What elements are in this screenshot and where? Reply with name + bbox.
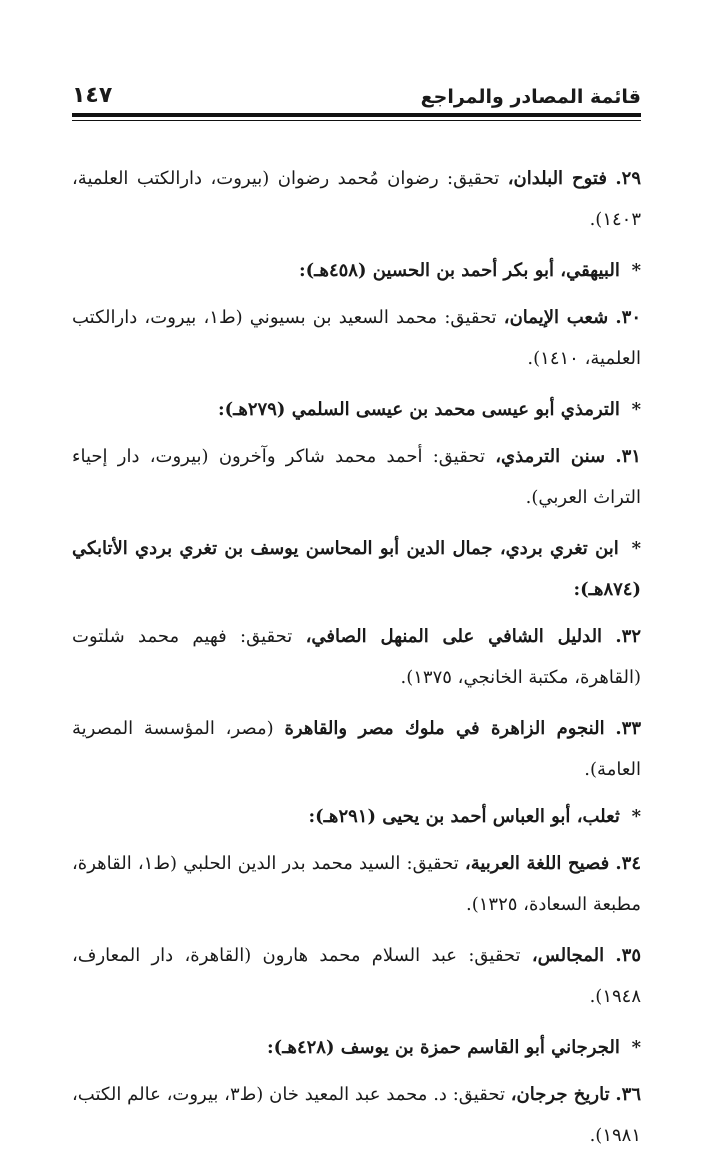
work-title: فصيح اللغة العربية، — [464, 853, 610, 874]
work-title: شعب الإيمان، — [503, 307, 609, 328]
bullet-marker: * — [631, 260, 641, 281]
entry-details: تحقيق: عبد السلام محمد هارون (القاهرة، دار المعارف، ١٩٤٨). — [72, 945, 641, 1007]
author-name: الجرجاني أبو القاسم حمزة بن يوسف (٤٢٨هـ): — [267, 1037, 620, 1058]
author-name: الترمذي أبو عيسى محمد بن عيسى السلمي (٢٧٩هـ): — [217, 399, 620, 420]
reference-entry — [72, 708, 641, 790]
reference-entry — [72, 1074, 641, 1156]
bullet-marker: * — [631, 399, 641, 420]
work-title: الدليل الشافي على المنهل الصافي، — [305, 626, 603, 647]
entry-details: تحقيق: رضوان مُحمد رضوان (بيروت، دارالكتب العلمية، ١٤٠٣). — [72, 168, 641, 230]
entry-number: ٣٣. — [615, 718, 641, 739]
author-heading — [72, 250, 641, 291]
entry-details: تحقيق: د. محمد عبد المعيد خان (ط٣، بيروت، عالم الكتب، ١٩٨١). — [72, 1084, 641, 1146]
author-heading — [72, 1027, 641, 1068]
entry-details: تحقيق: أحمد محمد شاكر وآخرون (بيروت، دار إحياء التراث العربي). — [72, 446, 641, 508]
reference-entry — [72, 436, 641, 518]
bibliography-list — [72, 158, 641, 1166]
header-rule-thin — [72, 120, 641, 121]
entry-details: تحقيق: السيد محمد بدر الدين الحلبي (ط١، القاهرة، مطبعة السعادة، ١٣٢٥). — [72, 853, 641, 915]
entry-number: ٣٥. — [615, 945, 641, 966]
entry-number: ٣٠. — [615, 307, 641, 328]
work-title: تاريخ جرجان، — [510, 1084, 610, 1105]
entry-number: ٣٢. — [615, 626, 641, 647]
author-name: ثعلب، أبو العباس أحمد بن يحيى (٢٩١هـ): — [308, 806, 620, 827]
header-rule-thick — [72, 113, 641, 117]
work-title: فتوح البلدان، — [507, 168, 607, 189]
bullet-marker: * — [631, 1037, 641, 1058]
author-heading — [72, 389, 641, 430]
entry-details: (مصر، المؤسسة المصرية العامة). — [72, 718, 641, 780]
page-number: ١٤٧ — [72, 83, 113, 108]
page-header — [72, 72, 641, 108]
entry-number: ٣٦. — [615, 1084, 641, 1105]
author-name: ابن تغري بردي، جمال الدين أبو المحاسن يوسف بن تغري بردي الأتابكي (٨٧٤هـ): — [72, 538, 641, 600]
work-title: المجالس، — [531, 945, 605, 966]
author-heading — [72, 796, 641, 837]
reference-entry — [72, 843, 641, 925]
reference-entry — [72, 935, 641, 1017]
bullet-marker: * — [631, 538, 641, 559]
running-title: قائمة المصادر والمراجع — [420, 86, 641, 108]
author-heading — [72, 528, 641, 610]
work-title: النجوم الزاهرة في ملوك مصر والقاهرة — [284, 718, 605, 739]
reference-entry — [72, 616, 641, 698]
reference-entry — [72, 297, 641, 379]
author-name: البيهقي، أبو بكر أحمد بن الحسين (٤٥٨هـ): — [299, 260, 620, 281]
entry-number: ٣١. — [615, 446, 641, 467]
entry-details: تحقيق: محمد السعيد بن بسيوني (ط١، بيروت، دارالكتب العلمية، ١٤١٠). — [72, 307, 641, 369]
entry-details: تحقيق: فهيم محمد شلتوت (القاهرة، مكتبة الخانجي، ١٣٧٥). — [72, 626, 641, 688]
bullet-marker: * — [631, 806, 641, 827]
work-title: سنن الترمذي، — [495, 446, 606, 467]
entry-number: ٣٤. — [615, 853, 641, 874]
reference-entry — [72, 158, 641, 240]
entry-number: ٢٩. — [615, 168, 641, 189]
